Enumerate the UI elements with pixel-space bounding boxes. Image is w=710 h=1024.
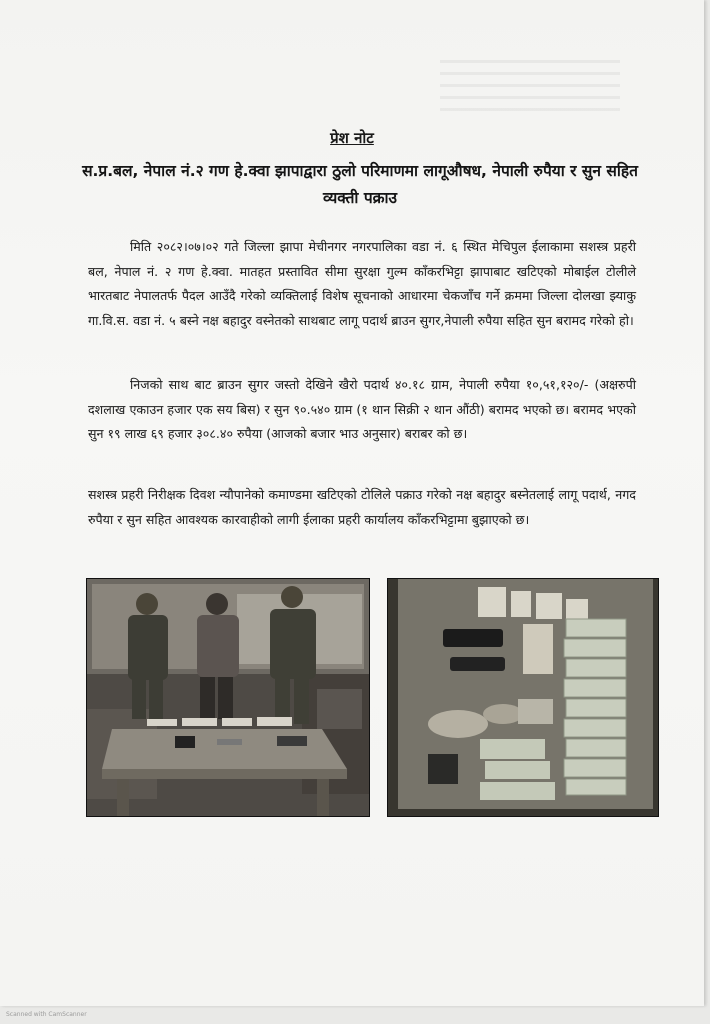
paragraph-1: मिति २०८२।०७।०२ गते जिल्ला झापा मेचीनगर नगरपालिका वडा नं. ६ स्थित मेचिपुल ईलाकामा सशस्त्र प्रहरी बल, नेपाल नं. २ गण हे.क्वा. मातहत प्रस्तावित सीमा सुरक्षा गुल्म काँकरभिट्टा झापाबाट खटिएको मोबाईल टोलीले भारतबाट नेपालतर्फ पैदल आउँदै गरेको व्यक्तिलाई विशेष सूचनाको आधारमा चेकजाँच गर्ने क्रममा जिल्ला दोलखा झ्याकु गा.वि.स. वडा नं. ५ बस्ने नक्ष बहादुर वस्नेतको साथबाट लागू पदार्थ ब्राउन सुगर,नेपाली रुपैया सहित सुन बरामद गरेको हो। <box>88 239 636 328</box>
headline: स.प्र.बल, नेपाल नं.२ गण हे.क्वा झापाद्वारा ठुलो परिमाणमा लागूऔषध, नेपाली रुपैया र सुन सहित व्यक्ती पक्राउ <box>82 162 638 207</box>
scanner-watermark: Scanned with CamScanner <box>6 1011 87 1018</box>
paragraph-2: निजको साथ बाट ब्राउन सुगर जस्तो देखिने खैरो पदार्थ ४०.१८ ग्राम, नेपाली रुपैया १०,५१,१२०/- (अक्षरुपी दशलाख एकाउन हजार एक सय बिस) र सुन ९०.५४० ग्राम (१ थान सिक्री २ थान औंठी) बरामद भएको छ। बरामद भएको सुन १९ लाख ६९ हजार ३०८.४० रुपैया (आजको बजार भाउ अनुसार) बराबर को छ। <box>88 377 636 441</box>
page-title: प्रेश नोट <box>330 129 374 147</box>
paragraph-3: सशस्त्र प्रहरी निरीक्षक दिवश न्यौपानेको कमाण्डमा खटिएको टोलिले पक्राउ गरेको नक्ष बहादुर बस्नेतलाई लागू पदार्थ, नगद रुपैया र सुन सहित आवश्यक कारवाहीको लागी ईलाका प्रहरी कार्यालय काँकरभिट्टामा बुझाएको छ। <box>88 487 636 527</box>
photo-arrest <box>86 578 370 817</box>
photo-seized-items-image <box>388 579 658 816</box>
bleed-through-text <box>440 60 620 120</box>
photo-arrest-image <box>87 579 369 816</box>
photo-seized-items <box>387 578 659 817</box>
